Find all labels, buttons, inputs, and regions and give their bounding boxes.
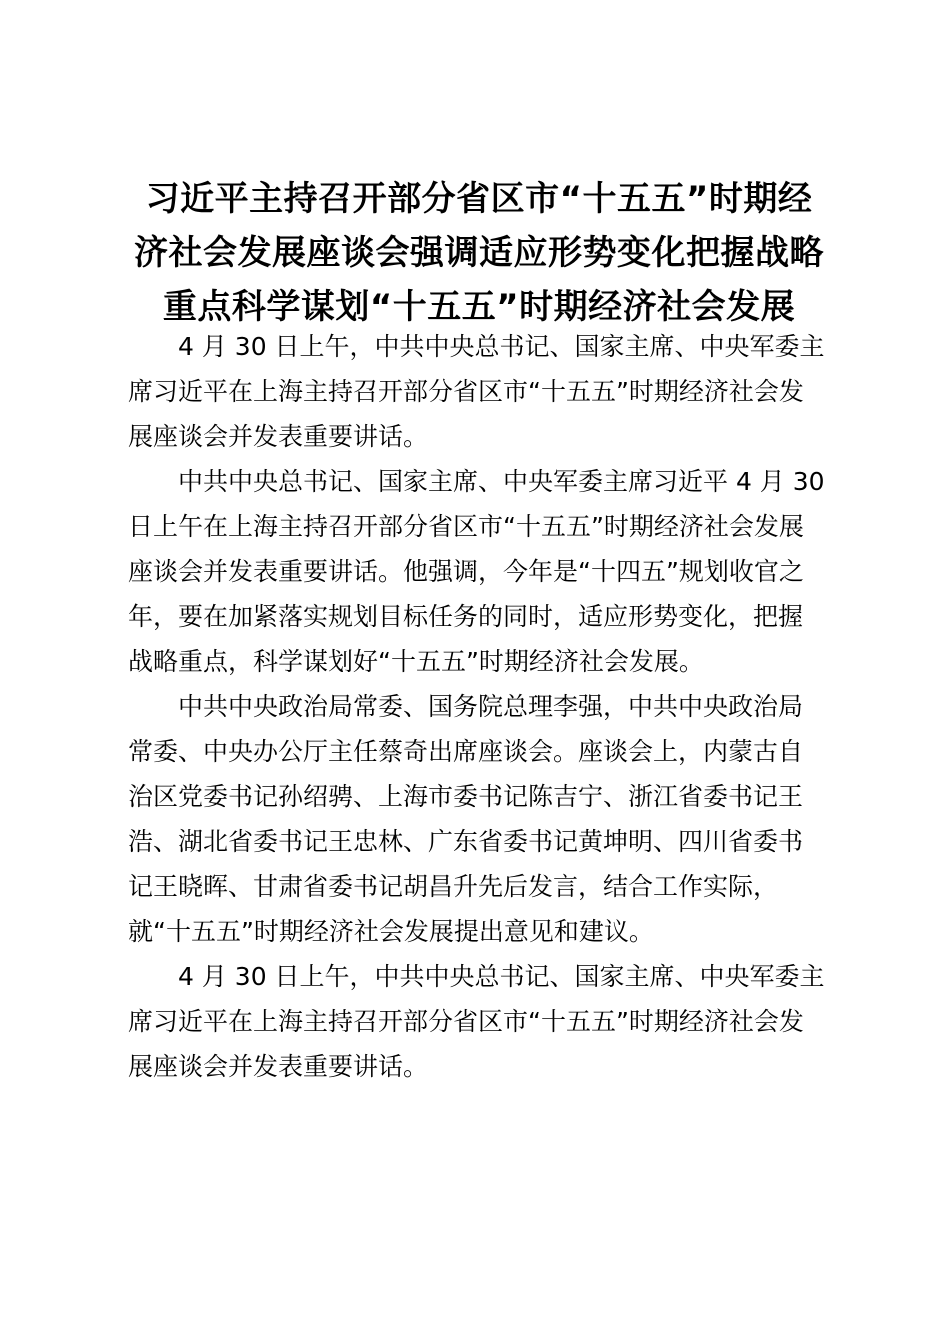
paragraph-2 bbox=[128, 459, 833, 684]
title-line: 习近平主持召开部分省区市“十五五”时期经 bbox=[145, 179, 813, 219]
paragraph-line: 浩、湖北省委书记王忠林、广东省委书记黄坤明、四川省委书 bbox=[128, 827, 804, 856]
paragraph-3 bbox=[128, 684, 833, 954]
paragraph-line: 记王晓晖、甘肃省委书记胡昌升先后发言，结合工作实际， bbox=[128, 872, 779, 901]
paragraph-line: 中共中央总书记、国家主席、中央军委主席习近平 4 月 30 bbox=[178, 467, 825, 496]
paragraph-4 bbox=[128, 954, 833, 1089]
paragraph-line: 治区党委书记孙绍骋、上海市委书记陈吉宁、浙江省委书记王 bbox=[128, 782, 804, 811]
paragraph-line: 就“十五五”时期经济社会发展提出意见和建议。 bbox=[128, 917, 654, 946]
document-body bbox=[128, 324, 833, 1089]
paragraph-line: 战略重点，科学谋划好“十五五”时期经济社会发展。 bbox=[128, 647, 704, 676]
paragraph-line: 展座谈会并发表重要讲话。 bbox=[128, 422, 429, 451]
paragraph-line: 中共中央政治局常委、国务院总理李强，中共中央政治局 bbox=[178, 692, 804, 721]
paragraph-line: 展座谈会并发表重要讲话。 bbox=[128, 1052, 429, 1081]
paragraph-line: 4 月 30 日上午，中共中央总书记、国家主席、中央军委主 bbox=[178, 332, 825, 361]
paragraph-line: 座谈会并发表重要讲话。他强调，今年是“十四五”规划收官之 bbox=[128, 557, 804, 586]
paragraph-1 bbox=[128, 324, 833, 459]
paragraph-line: 4 月 30 日上午，中共中央总书记、国家主席、中央军委主 bbox=[178, 962, 825, 991]
paragraph-line: 日上午在上海主持召开部分省区市“十五五”时期经济社会发展 bbox=[128, 512, 804, 541]
paragraph-line: 席习近平在上海主持召开部分省区市“十五五”时期经济社会发 bbox=[128, 1007, 804, 1036]
paragraph-line: 席习近平在上海主持召开部分省区市“十五五”时期经济社会发 bbox=[128, 377, 804, 406]
document-title bbox=[120, 172, 838, 334]
title-line: 济社会发展座谈会强调适应形势变化把握战略 bbox=[134, 233, 824, 273]
paragraph-line: 常委、中央办公厅主任蔡奇出席座谈会。座谈会上，内蒙古自 bbox=[128, 737, 804, 766]
paragraph-line: 年，要在加紧落实规划目标任务的同时，适应形势变化，把握 bbox=[128, 602, 804, 631]
title-line: 重点科学谋划“十五五”时期经济社会发展 bbox=[162, 287, 796, 327]
